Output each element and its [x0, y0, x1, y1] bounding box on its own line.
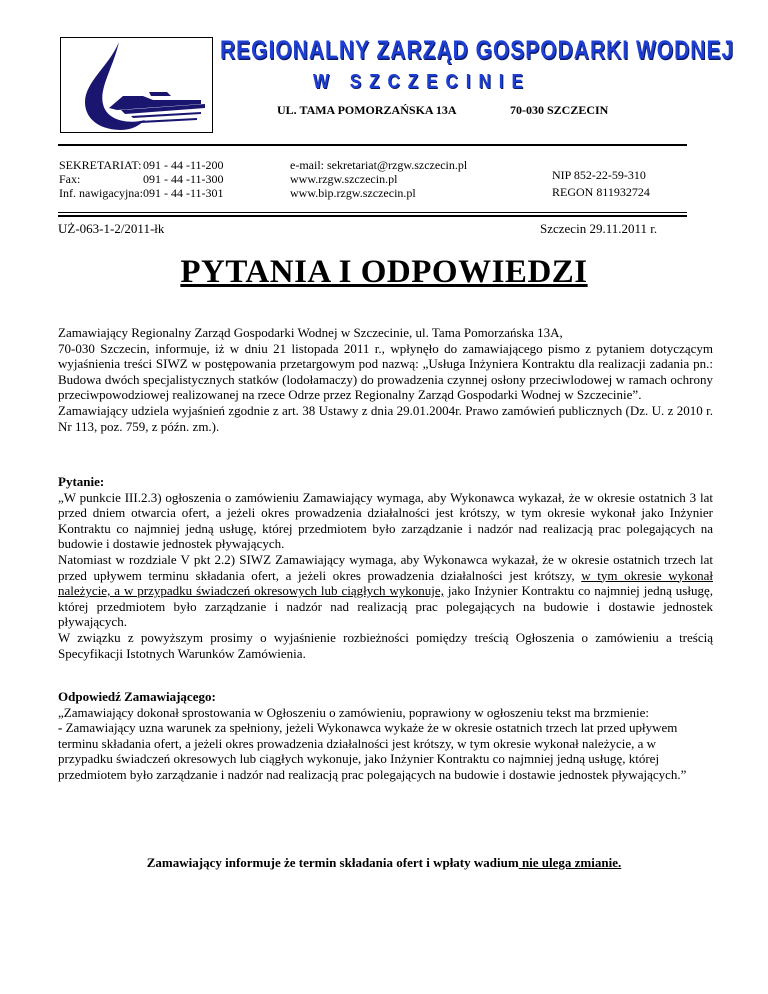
intro-paragraph: 70-030 Szczecin, informuje, iż w dniu 21 listopada 2011 r., wpłynęło do zamawiającego pismo z pytaniem dotyczącym wyjaśnienia treści SIWZ w postępowania przetargowym pod nazwą: „Usługa Inżyniera Kontraktu dla realizacji zadania pn.: Budowa dwóch specjalistycznych statków (lodołamaczy) do prowadzenia czynnej osłony przeciwlodowej w ramach ochrony przeciwpowodziowej realizowanej na rzece Odrze przez Regionalny Zarząd Gospodarki Wodnej w Szczecinie”. [58, 340, 713, 403]
answer-text: Zamawiający uzna warunek za spełniony, jeżeli Wykonawca wykaże że w okresie ostatnich trzech lat przed upływem terminu składania ofert, a jeżeli okres prowadzenia działalności jest krótszy, w tym okresie wykonał należycie, a w przypadku świadczeń okresowych lub ciągłych wykonuje, jako Inżynier Kontraktu co najmniej jedną usługę, której przedmiotem było zarządzanie i nadzór nad realizacją prac polegających na budowie i dostawie jednostek pływających.” [58, 720, 687, 782]
contact-label: Inf. nawigacyjna: [59, 186, 143, 200]
rzgw-logo-icon [61, 38, 212, 132]
page-title: PYTANIA I ODPOWIEDZI [180, 254, 588, 290]
nip-number: NIP 852-22-59-310 [552, 168, 646, 182]
intro-section [58, 325, 713, 434]
question-text: Natomiast w rozdziale V pkt 2.2) SIWZ Zamawiający wymaga, aby Wykonawca wykazał, że w okresie ostatnich trzech lat przed upływem terminu składania ofert, a jeżeli okres prowadzenia działalności jest krótszy, [58, 551, 713, 583]
organization-name: REGIONALNY ZARZĄD GOSPODARKI WODNEJ [220, 36, 735, 65]
reference-number: UŻ-063-1-2/2011-łk [58, 221, 165, 236]
question-heading: Pytanie: [58, 474, 105, 489]
website-link: www.rzgw.szczecin.pl [290, 172, 398, 186]
contact-row [59, 158, 224, 172]
intro-legal-basis: Zamawiający udziela wyjaśnień zgodnie z art. 38 Ustawy z dnia 29.01.2004r. Prawo zamówień publicznych (Dz. U. z 2010 r. Nr 113, poz. 759, z późn. zm.). [58, 402, 713, 434]
answer-paragraph: „Zamawiający dokonał sprostowania w Ogłoszeniu o zamówieniu, poprawiony w ogłoszeniu tekst ma brzmienie: [58, 704, 649, 720]
closing-statement [0, 855, 768, 871]
question-request: W związku z powyższym prosimy o wyjaśnienie rozbieżności pomiędzy treścią Ogłoszenia o zamówieniu a treścią Specyfikacji Istotnych Warunków Zamówienia. [58, 629, 713, 661]
email-address: e-mail: sekretariat@rzgw.szczecin.pl [290, 158, 468, 172]
contact-divider-top [58, 212, 687, 213]
dash-marker: - [58, 720, 66, 736]
bip-link: www.bip.rzgw.szczecin.pl [290, 186, 416, 200]
online-contacts [290, 158, 467, 200]
document-date: Szczecin 29.11.2011 r. [540, 221, 658, 236]
phone-contacts [59, 158, 224, 200]
address-street: UL. TAMA POMORZAŃSKA 13A [277, 103, 457, 117]
contact-divider-bottom [58, 215, 687, 217]
logo-frame [60, 37, 213, 133]
question-paragraph: „W punkcie III.2.3) ogłoszenia o zamówieniu Zamawiający wymaga, aby Wykonawca wykazał, że w okresie ostatnich 3 lat przed dniem otwarcia ofert, a jeżeli okres prowadzenia działalności jest krótszy, w tym okresie wykonał jako Inżynier Kontraktu co najmniej jedną usługę, której przedmiotem było zarządzanie i nadzór nad realizacją prac polegających na budowie i dostawie jednostek pływających. [58, 489, 713, 552]
contact-row [59, 186, 224, 200]
answer-corrected-text [58, 720, 713, 782]
contact-value: 091 - 44 -11-200 [142, 158, 224, 172]
closing-underlined: nie ulega zmianie. [518, 855, 622, 870]
question-siwz-paragraph [58, 552, 713, 630]
underlined-requirement: w tym okresie wykonał należycie, a w przypadku świadczeń okresowych lub ciągłych wykonuje, [58, 567, 713, 599]
question-text: jako Inżynier Kontraktu co najmniej jedną usługę, której przedmiotem było zarządzanie i nadzór nad realizacją prac polegających na budowie i dostawie jednostek pływających. [58, 583, 713, 630]
tax-ids [552, 167, 650, 201]
intro-first-line: Zamawiający Regionalny Zarząd Gospodarki Wodnej w Szczecinie, ul. Tama Pomorzańska 13A, [58, 325, 563, 340]
address-city: 70-030 SZCZECIN [510, 103, 609, 117]
header-divider [58, 144, 687, 146]
contact-label: Fax: [59, 172, 81, 186]
answer-section [58, 689, 713, 783]
contact-row [59, 172, 224, 186]
closing-text: Zamawiający informuje że termin składania ofert i wpłaty wadium [146, 855, 519, 870]
answer-heading: Odpowiedź Zamawiającego: [58, 689, 216, 704]
question-section [58, 474, 713, 661]
regon-number: REGON 811932724 [552, 185, 650, 199]
contact-label: SEKRETARIAT: [59, 158, 142, 172]
contact-value: 091 - 44 -11-300 [142, 172, 224, 186]
organization-city: W SZCZECINIE [313, 70, 531, 93]
contact-value: 091 - 44 -11-301 [142, 186, 224, 200]
